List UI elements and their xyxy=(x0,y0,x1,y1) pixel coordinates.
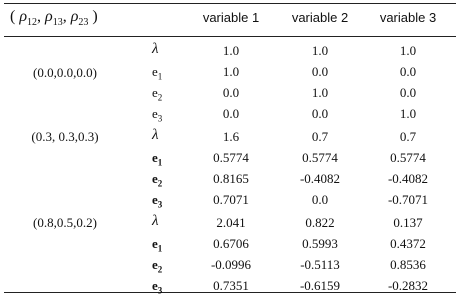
eigenvector-label: $e_3$ xyxy=(152,106,163,124)
table-cell-variable-2: 0.0 xyxy=(311,192,329,207)
table-row xyxy=(0,106,460,124)
table-cell-variable-3: 0.5774 xyxy=(390,150,426,165)
table-cell-variable-1: 0.0 xyxy=(222,85,240,100)
table-cell-variable-2: 0.0 xyxy=(311,64,329,79)
table-cell-variable-2: -0.5113 xyxy=(300,257,340,272)
eigenvector-label: $e_1$ xyxy=(152,236,163,254)
table-cell-variable-1: 0.0 xyxy=(222,106,240,121)
eigenvector-label: $e_1$ xyxy=(152,150,163,168)
eigenvector-index: 2 xyxy=(157,178,163,189)
eigenvector-label: $e_1$ xyxy=(152,64,163,82)
table-cell-variable-2: 1.0 xyxy=(311,43,329,58)
eigenvalue-label: λ xyxy=(152,213,159,229)
eigenvector-label: $e_2$ xyxy=(152,257,163,275)
table-cell-variable-2: 0.0 xyxy=(311,106,329,121)
rho-sub-2: 13 xyxy=(52,17,63,29)
table-cell-variable-1: -0.0996 xyxy=(210,257,252,272)
table-row xyxy=(0,192,460,210)
rho-sub-1: 12 xyxy=(27,17,38,29)
eigenvector-label: $e_2$ xyxy=(152,85,163,103)
eigenvector-index: 1 xyxy=(157,243,163,254)
table-cell-variable-2: 0.7 xyxy=(311,129,329,144)
table-cell-variable-3: -0.4082 xyxy=(387,171,429,186)
table-cell-variable-1: 2.041 xyxy=(216,215,246,230)
table-row xyxy=(0,129,460,147)
table-cell-variable-1: 0.7071 xyxy=(213,192,249,207)
table-row xyxy=(0,257,460,275)
table-cell-variable-1: 0.8165 xyxy=(213,171,249,186)
eigenvalue-label: λ xyxy=(152,41,159,57)
eigenvector-index: 3 xyxy=(157,199,163,210)
table-row xyxy=(0,236,460,254)
table-cell-variable-2: 0.822 xyxy=(305,215,335,230)
table-cell-variable-3: -0.2832 xyxy=(387,278,429,293)
table-row xyxy=(0,64,460,82)
eigenvector-index: 1 xyxy=(157,157,163,168)
table-cell-variable-1: 1.6 xyxy=(222,129,240,144)
eigenvector-label: $e_2$ xyxy=(152,171,163,189)
table-cell-variable-3: 0.8536 xyxy=(390,257,426,272)
eigenvector-label: $e_3$ xyxy=(152,278,163,296)
table-row xyxy=(0,150,460,168)
table-top-rule xyxy=(4,3,456,4)
table-row xyxy=(0,171,460,189)
table-cell-variable-3: 1.0 xyxy=(399,43,417,58)
table-cell-variable-1: 0.7351 xyxy=(213,278,249,293)
table-cell-variable-3: -0.7071 xyxy=(387,192,429,207)
rho-sub-3: 23 xyxy=(78,17,89,29)
parameter-column-header: ( $\rho_{12}$, $\rho_{13}$, $\rho_{23}$ ) xyxy=(10,8,98,29)
group-label: (0.3, 0.3,0.3) xyxy=(31,129,99,144)
group-label: (0.8,0.5,0.2) xyxy=(33,215,97,230)
rho-symbol-1: ρ xyxy=(19,8,28,25)
eigenvector-index: 3 xyxy=(157,113,163,124)
rho-symbol-3: ρ xyxy=(70,8,79,25)
eigenvalue-label: λ xyxy=(152,127,159,143)
column-header-variable-1: variable 1 xyxy=(202,10,260,25)
table-cell-variable-1: 0.5774 xyxy=(213,150,249,165)
table-cell-variable-1: 1.0 xyxy=(222,43,240,58)
table-cell-variable-3: 0.7 xyxy=(399,129,417,144)
table-header-rule xyxy=(4,36,456,37)
eigenvector-index: 3 xyxy=(157,285,163,296)
table-row xyxy=(0,215,460,233)
table-cell-variable-2: -0.6159 xyxy=(299,278,341,293)
table-cell-variable-1: 0.6706 xyxy=(213,236,249,251)
table-cell-variable-1: 1.0 xyxy=(222,64,240,79)
column-header-variable-3: variable 3 xyxy=(379,10,437,25)
eigenvector-index: 2 xyxy=(157,264,163,275)
table-cell-variable-3: 1.0 xyxy=(399,106,417,121)
table-cell-variable-3: 0.0 xyxy=(399,85,417,100)
table-row xyxy=(0,43,460,61)
group-label: (0.0,0.0,0.0) xyxy=(33,65,97,80)
table-cell-variable-2: 0.5993 xyxy=(302,236,338,251)
table-cell-variable-2: 1.0 xyxy=(311,85,329,100)
eigenvector-label: $e_3$ xyxy=(152,192,163,210)
eigenvector-index: 2 xyxy=(157,92,163,103)
rho-symbol-2: ρ xyxy=(45,8,53,25)
eigenvector-index: 1 xyxy=(157,71,163,82)
table-row xyxy=(0,278,460,296)
table-cell-variable-3: 0.4372 xyxy=(390,236,426,251)
table-cell-variable-2: -0.4082 xyxy=(299,171,341,186)
column-header-variable-2: variable 2 xyxy=(291,10,349,25)
table-row xyxy=(0,85,460,103)
table-cell-variable-3: 0.137 xyxy=(393,215,423,230)
table-cell-variable-2: 0.5774 xyxy=(302,150,338,165)
table-cell-variable-3: 0.0 xyxy=(399,64,417,79)
